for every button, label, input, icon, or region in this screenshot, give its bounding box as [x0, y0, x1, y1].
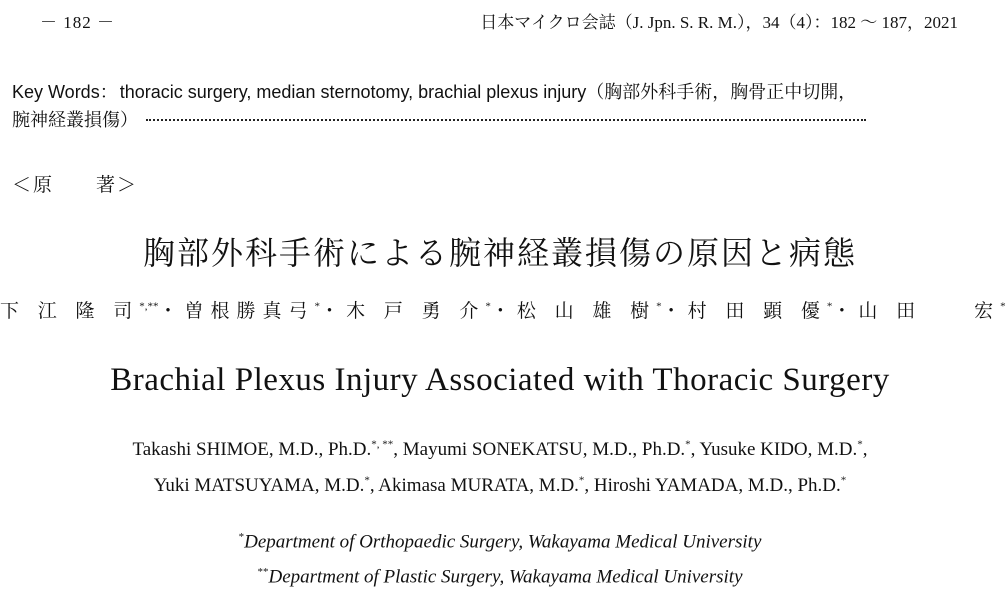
japanese-authors: 下 江 隆 司*,**・曽根勝真弓*・木 戸 勇 介*・松 山 雄 樹*・村 田 顕 優*・山 田 宏* — [0, 300, 1006, 322]
jp-author-2: 曽根勝真弓* — [184, 300, 321, 322]
article-type: ＜原 著＞ — [12, 175, 139, 196]
jp-author-5: 村 田 顕 優* — [687, 300, 833, 322]
keywords-block — [12, 78, 990, 134]
japanese-title: 胸部外科手術による腕神経叢損傷の原因と病態 — [142, 235, 857, 271]
en-author-2: Mayumi SONEKATSU, M.D., Ph.D.*, — [402, 439, 700, 461]
english-title: Brachial Plexus Injury Associated with Thoracic Surgery — [110, 362, 890, 398]
keywords-text-2: 腕神経叢損傷） — [12, 110, 138, 130]
en-author-4: Yuki MATSUYAMA, M.D.*, — [153, 474, 379, 496]
affiliation-orthopaedic: *Department of Orthopaedic Surgery, Wakayama Medical University — [238, 531, 762, 553]
english-authors — [0, 430, 1000, 501]
dotted-leader — [146, 119, 866, 121]
jp-author-3: 木 戸 勇 介* — [346, 300, 491, 322]
en-author-6: Hiroshi YAMADA, M.D., Ph.D.* — [593, 474, 847, 496]
keywords-label: Key Words： — [12, 82, 118, 102]
jp-author-4: 松 山 雄 樹* — [516, 300, 662, 322]
en-author-1: Takashi SHIMOE, M.D., Ph.D.*, **, — [132, 439, 403, 461]
journal-citation: 日本マイクロ会誌（J. Jpn. S. R. M.），34（4）：182 ～ 187，2021 — [480, 13, 958, 32]
en-author-5: Akimasa MURATA, M.D.*, — [378, 474, 594, 496]
jp-author-6: 山 田 宏* — [858, 300, 1006, 322]
keywords-text-1: thoracic surgery, median sternotomy, brachial plexus injury（胸部外科手術，胸骨正中切開， — [119, 82, 857, 102]
page-number: － 182 － — [40, 13, 115, 32]
en-author-3: Yusuke KIDO, M.D.*, — [699, 439, 868, 461]
keywords-line-2 — [12, 106, 990, 134]
jp-author-1: 下 江 隆 司*,** — [0, 300, 159, 322]
affiliations — [0, 522, 1000, 593]
en-authors-line-2 — [0, 465, 1000, 500]
affiliation-plastic: **Department of Plastic Surgery, Wakayama Medical University — [257, 566, 743, 588]
keywords-line-1 — [12, 78, 990, 106]
en-authors-line-1 — [0, 430, 1000, 465]
